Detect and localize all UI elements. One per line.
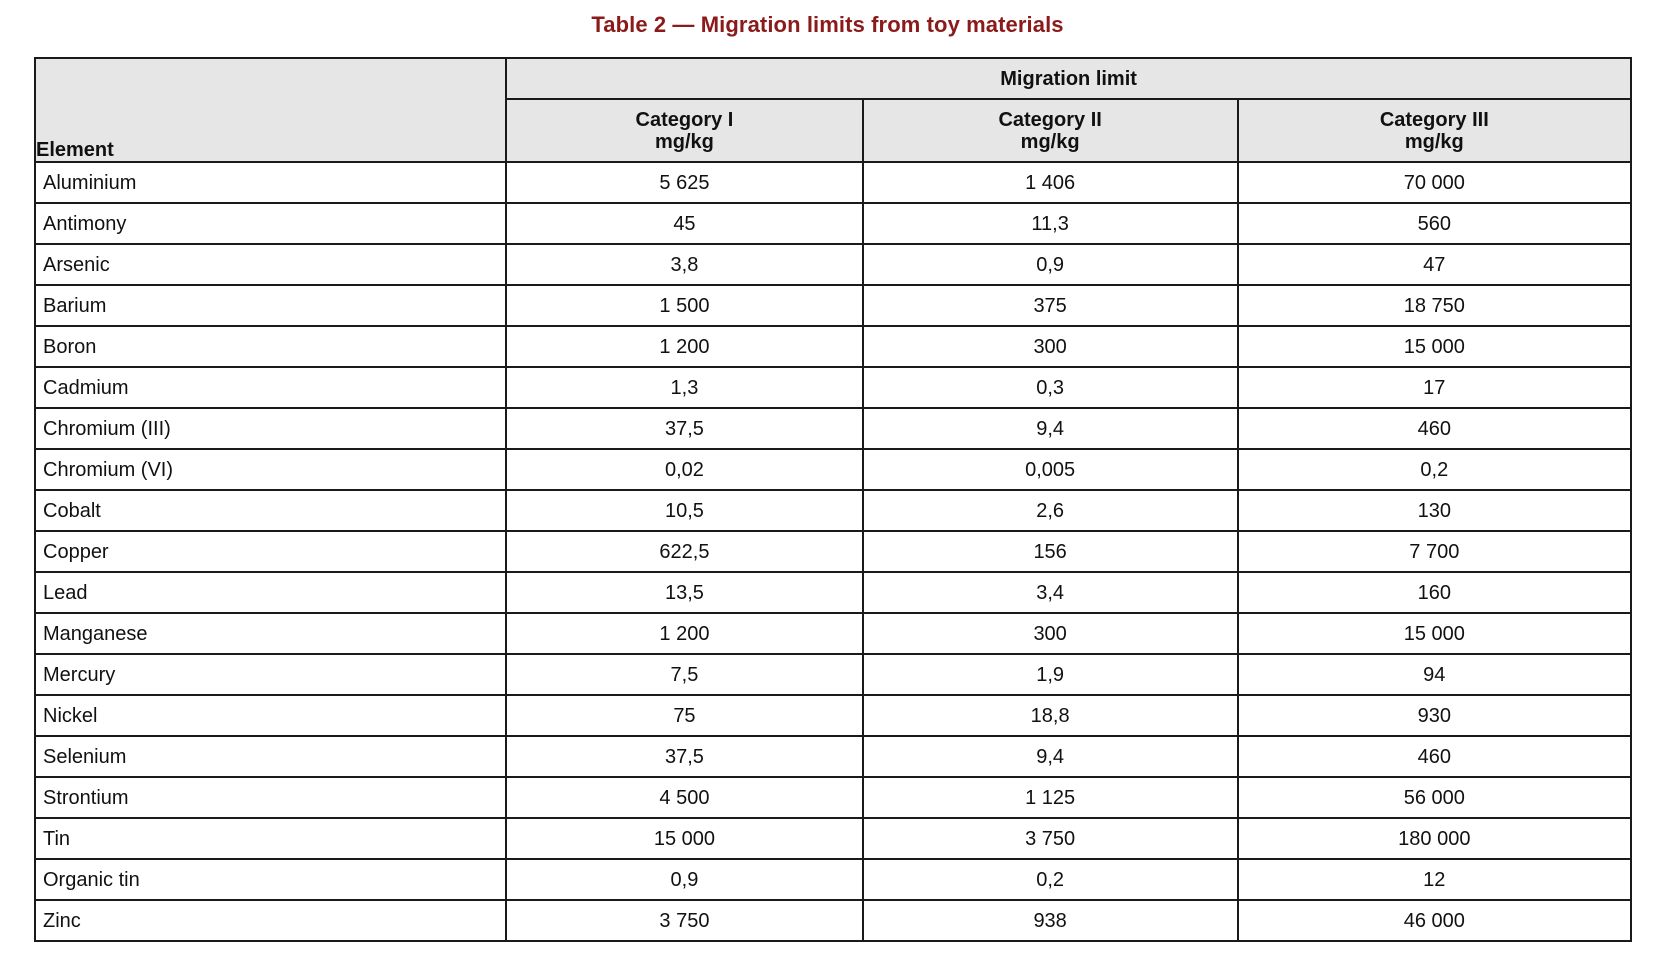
category-3-value: 15 000 (1238, 326, 1631, 367)
element-cell: Organic tin (35, 859, 506, 900)
category-1-value: 45 (506, 203, 862, 244)
category-2-value: 0,9 (863, 244, 1238, 285)
table-row (35, 285, 1631, 326)
category-1-name: Category I (635, 108, 734, 131)
element-cell: Chromium (III) (35, 408, 506, 449)
category-1-value: 15 000 (506, 818, 862, 859)
element-cell: Strontium (35, 777, 506, 818)
category-3-value: 0,2 (1238, 449, 1631, 490)
category-2-value: 300 (863, 613, 1238, 654)
category-2-value: 0,3 (863, 367, 1238, 408)
category-2-value: 0,2 (863, 859, 1238, 900)
category-3-unit: mg/kg (1404, 130, 1464, 153)
element-cell: Chromium (VI) (35, 449, 506, 490)
category-1-value: 1 200 (506, 613, 862, 654)
category-2-value: 9,4 (863, 736, 1238, 777)
category-1-value: 0,02 (506, 449, 862, 490)
table-row (35, 244, 1631, 285)
category-1-value: 75 (506, 695, 862, 736)
category-1-value: 37,5 (506, 736, 862, 777)
category-1-value: 37,5 (506, 408, 862, 449)
element-cell: Cadmium (35, 367, 506, 408)
table-row (35, 162, 1631, 203)
category-3-value: 130 (1238, 490, 1631, 531)
category-3-value: 930 (1238, 695, 1631, 736)
category-2-value: 9,4 (863, 408, 1238, 449)
category-1-value: 7,5 (506, 654, 862, 695)
category-3-header (1238, 99, 1631, 162)
table-caption: Table 2 — Migration limits from toy materials (591, 12, 1064, 37)
category-3-value: 460 (1238, 736, 1631, 777)
category-2-unit: mg/kg (1020, 130, 1080, 153)
category-1-value: 622,5 (506, 531, 862, 572)
category-3-value: 47 (1238, 244, 1631, 285)
category-2-value: 0,005 (863, 449, 1238, 490)
element-cell: Antimony (35, 203, 506, 244)
table-row (35, 572, 1631, 613)
element-cell: Lead (35, 572, 506, 613)
category-3-value: 7 700 (1238, 531, 1631, 572)
element-column-header: Element (35, 58, 506, 162)
table-row (35, 449, 1631, 490)
category-1-value: 1 200 (506, 326, 862, 367)
category-3-value: 56 000 (1238, 777, 1631, 818)
category-3-value: 12 (1238, 859, 1631, 900)
element-cell: Mercury (35, 654, 506, 695)
category-3-value: 160 (1238, 572, 1631, 613)
element-cell: Barium (35, 285, 506, 326)
element-cell: Cobalt (35, 490, 506, 531)
table-row (35, 490, 1631, 531)
category-2-value: 3,4 (863, 572, 1238, 613)
category-1-unit: mg/kg (654, 130, 714, 153)
category-1-value: 0,9 (506, 859, 862, 900)
table-row (35, 900, 1631, 941)
category-1-value: 13,5 (506, 572, 862, 613)
category-1-value: 5 625 (506, 162, 862, 203)
table-row (35, 531, 1631, 572)
category-3-name: Category III (1379, 108, 1489, 131)
category-2-value: 11,3 (863, 203, 1238, 244)
table-row (35, 203, 1631, 244)
table-row (35, 736, 1631, 777)
element-cell: Selenium (35, 736, 506, 777)
table-row (35, 777, 1631, 818)
element-cell: Copper (35, 531, 506, 572)
category-1-value: 3 750 (506, 900, 862, 941)
category-3-value: 94 (1238, 654, 1631, 695)
category-3-value: 460 (1238, 408, 1631, 449)
category-3-value: 46 000 (1238, 900, 1631, 941)
category-1-value: 1,3 (506, 367, 862, 408)
category-3-value: 15 000 (1238, 613, 1631, 654)
migration-limit-header: Migration limit (506, 58, 1631, 99)
category-2-value: 3 750 (863, 818, 1238, 859)
category-2-value: 375 (863, 285, 1238, 326)
category-2-value: 156 (863, 531, 1238, 572)
category-3-value: 70 000 (1238, 162, 1631, 203)
category-1-value: 4 500 (506, 777, 862, 818)
table-row (35, 859, 1631, 900)
category-1-header (506, 99, 862, 162)
table-row (35, 818, 1631, 859)
table-row (35, 613, 1631, 654)
category-2-name: Category II (998, 108, 1102, 131)
table-row (35, 367, 1631, 408)
category-2-value: 2,6 (863, 490, 1238, 531)
category-2-value: 1 406 (863, 162, 1238, 203)
category-3-value: 560 (1238, 203, 1631, 244)
element-cell: Nickel (35, 695, 506, 736)
element-cell: Arsenic (35, 244, 506, 285)
header-row-group (35, 58, 1631, 99)
category-3-value: 17 (1238, 367, 1631, 408)
table-row (35, 654, 1631, 695)
table-row (35, 695, 1631, 736)
category-2-header (863, 99, 1238, 162)
category-2-value: 1,9 (863, 654, 1238, 695)
category-1-value: 1 500 (506, 285, 862, 326)
element-cell: Manganese (35, 613, 506, 654)
migration-limits-table (34, 57, 1632, 942)
element-cell: Zinc (35, 900, 506, 941)
table-row (35, 326, 1631, 367)
category-2-value: 1 125 (863, 777, 1238, 818)
element-cell: Boron (35, 326, 506, 367)
category-3-value: 18 750 (1238, 285, 1631, 326)
category-1-value: 10,5 (506, 490, 862, 531)
category-2-value: 938 (863, 900, 1238, 941)
element-cell: Aluminium (35, 162, 506, 203)
table-row (35, 408, 1631, 449)
category-1-value: 3,8 (506, 244, 862, 285)
category-3-value: 180 000 (1238, 818, 1631, 859)
category-2-value: 300 (863, 326, 1238, 367)
category-2-value: 18,8 (863, 695, 1238, 736)
element-cell: Tin (35, 818, 506, 859)
